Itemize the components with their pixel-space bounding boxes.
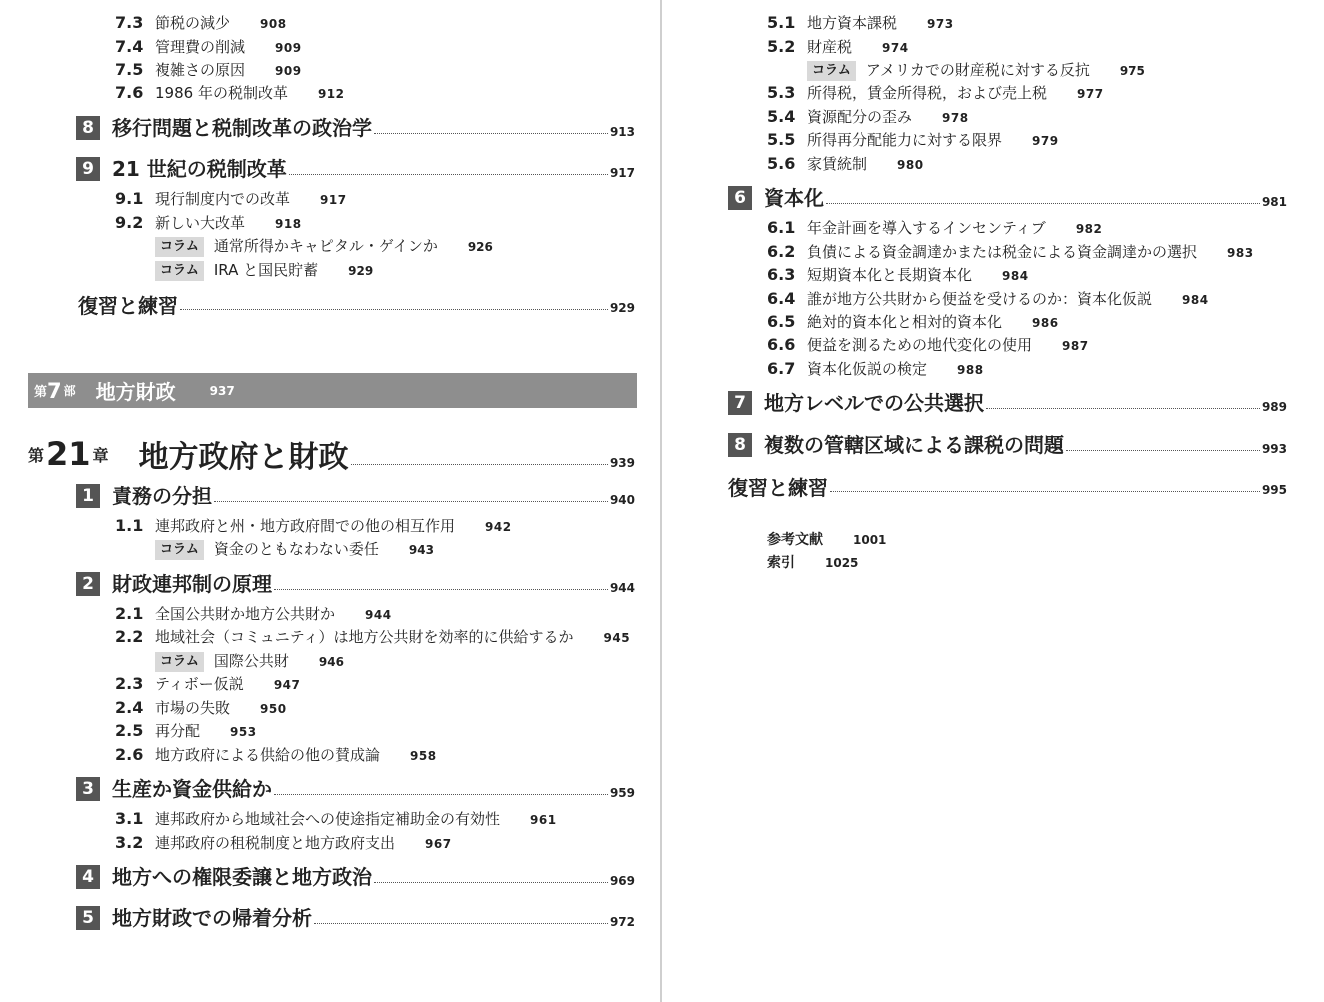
page-number: 982 — [1075, 222, 1103, 236]
subsection-title: 節税の減少 — [155, 14, 231, 32]
subsection-number: 7.3 — [115, 13, 144, 32]
page-number: 926 — [467, 240, 493, 254]
subsection-number: 7.6 — [115, 83, 144, 102]
subsection-number: 6.7 — [767, 359, 796, 378]
section-title: 資本化 — [764, 186, 824, 210]
page-number: 973 — [927, 17, 954, 31]
subsection-title: 負債による資金調達かまたは税金による資金調達かの選択 — [807, 243, 1198, 261]
toc-section[interactable] — [76, 113, 635, 143]
toc-section[interactable] — [728, 430, 1287, 460]
column-badge: コラム — [807, 61, 856, 81]
page-number: 967 — [425, 837, 452, 851]
toc-section[interactable] — [728, 183, 1287, 213]
chapter-prefix: 第 — [28, 445, 45, 465]
subsection-title: 再分配 — [155, 722, 201, 740]
page-number: 995 — [1261, 483, 1287, 497]
toc-section[interactable] — [76, 903, 635, 933]
page-number: 987 — [1062, 339, 1089, 353]
subsection-number: 9.1 — [115, 189, 144, 208]
page-number: 909 — [275, 64, 302, 78]
toc-column[interactable] — [155, 538, 434, 560]
subsection-number: 6.5 — [767, 312, 796, 331]
subsection-title: 1986 年の税制改革 — [155, 84, 288, 102]
page-number: 978 — [942, 111, 969, 125]
subsection-title: 複雑さの原因 — [155, 61, 246, 79]
subsection-number: 6.3 — [767, 265, 796, 284]
subsection-title: 連邦政府の租税制度と地方政府支出 — [155, 834, 396, 852]
chapter-header[interactable] — [28, 432, 635, 476]
page-number: 993 — [1261, 442, 1287, 456]
subsection-number: 2.5 — [115, 721, 144, 740]
column-badge: コラム — [155, 540, 204, 560]
column-title: 国際公共財 — [213, 652, 289, 670]
part-number: 7 — [47, 378, 62, 403]
toc-section[interactable] — [728, 388, 1287, 418]
page-number: 974 — [882, 41, 909, 55]
toc-column[interactable] — [807, 59, 1145, 81]
subsection-number: 2.4 — [115, 698, 144, 717]
page-number: 912 — [317, 87, 345, 101]
page-number: 947 — [273, 678, 301, 692]
column-badge: コラム — [155, 261, 204, 281]
subsection-number: 6.4 — [767, 289, 796, 308]
subsection-number: 7.5 — [115, 60, 144, 79]
section-title: 複数の管轄区域による課税の問題 — [764, 433, 1064, 457]
subsection-title: 財産税 — [807, 38, 853, 56]
section-number-box: 3 — [76, 777, 100, 801]
page-number: 977 — [1077, 87, 1104, 101]
page-number: 984 — [1002, 269, 1029, 283]
toc-review[interactable] — [78, 289, 635, 319]
subsection-number: 2.2 — [115, 627, 144, 646]
part-title: 地方財政 — [95, 380, 176, 404]
section-title: 地方財政での帰着分析 — [112, 906, 312, 930]
section-number-box: 1 — [76, 484, 100, 508]
page-number: 918 — [275, 217, 302, 231]
page-number: 984 — [1182, 293, 1209, 307]
dot-leader — [180, 309, 608, 310]
subsection-number: 6.1 — [767, 218, 796, 237]
chapter-number: 21 — [46, 435, 91, 473]
back-matter-title: 索引 — [767, 555, 795, 571]
page-number: 946 — [318, 655, 344, 669]
review-title: 復習と練習 — [728, 475, 828, 500]
page-number: 908 — [260, 17, 287, 31]
page-number: 1025 — [825, 556, 859, 570]
dot-leader — [374, 133, 608, 134]
subsection-number: 9.2 — [115, 213, 144, 232]
toc-section[interactable] — [76, 481, 635, 511]
subsection-title: 所得再分配能力に対する限界 — [807, 131, 1003, 149]
page-number: 943 — [408, 543, 434, 557]
page-number: 917 — [609, 166, 635, 180]
page-number: 917 — [320, 193, 347, 207]
part-suffix: 部 — [63, 384, 76, 398]
page-number: 940 — [609, 493, 635, 507]
section-title: 21 世紀の税制改革 — [112, 157, 287, 181]
part-header[interactable] — [28, 373, 637, 408]
page-number: 979 — [1032, 134, 1059, 148]
page-number: 950 — [260, 702, 287, 716]
subsection-number: 6.6 — [767, 335, 796, 354]
section-number-box: 6 — [728, 186, 752, 210]
dot-leader — [826, 203, 1260, 204]
page-number: 961 — [530, 813, 557, 827]
subsection-title: 所得税，賃金所得税，および売上税 — [807, 84, 1048, 102]
page-number: 975 — [1119, 64, 1145, 78]
toc-review[interactable] — [728, 471, 1287, 501]
subsection-title: 年金計画を導入するインセンティブ — [807, 219, 1046, 237]
page-number: 913 — [609, 125, 635, 139]
toc-column[interactable] — [155, 259, 373, 281]
page-number: 937 — [209, 383, 235, 398]
back-matter-title: 参考文献 — [767, 532, 823, 548]
page-number: 980 — [897, 158, 924, 172]
page-number: 989 — [1261, 400, 1287, 414]
dot-leader — [351, 464, 608, 465]
page-number: 969 — [609, 874, 635, 888]
subsection-number: 2.1 — [115, 604, 144, 623]
subsection-number: 7.4 — [115, 37, 144, 56]
toc-section[interactable] — [76, 569, 635, 599]
subsection-number: 5.3 — [767, 83, 796, 102]
toc-section[interactable] — [76, 862, 635, 892]
subsection-number: 5.6 — [767, 154, 796, 173]
subsection-number: 5.1 — [767, 13, 796, 32]
page-number: 945 — [603, 631, 631, 645]
dot-leader — [374, 882, 608, 883]
dot-leader — [289, 174, 608, 175]
dot-leader — [986, 408, 1260, 409]
subsection-title: 便益を測るための地代変化の使用 — [807, 336, 1033, 354]
subsection-title: 資本化仮説の検定 — [807, 360, 928, 378]
toc-column[interactable] — [155, 650, 344, 672]
chapter-suffix: 章 — [92, 445, 109, 465]
dot-leader — [314, 923, 608, 924]
section-number-box: 8 — [76, 116, 100, 140]
dot-leader — [274, 794, 608, 795]
page-number: 988 — [957, 363, 984, 377]
page-number: 959 — [609, 786, 635, 800]
section-title: 生産か資金供給か — [112, 777, 272, 801]
page-number: 942 — [485, 520, 512, 534]
subsection-title: 短期資本化と長期資本化 — [807, 266, 973, 284]
section-title: 地方への権限委譲と地方政治 — [112, 865, 372, 889]
page-number: 958 — [410, 749, 437, 763]
subsection-title: 地方政府による供給の他の賛成論 — [155, 746, 381, 764]
page-number: 944 — [609, 581, 635, 595]
subsection-title: 誰が地方公共財から便益を受けるのか：資本化仮説 — [807, 290, 1153, 308]
dot-leader — [214, 501, 608, 502]
subsection-title: ティボー仮説 — [155, 675, 244, 693]
dot-leader — [1066, 450, 1260, 451]
page-number: 983 — [1227, 246, 1254, 260]
subsection-title: 絶対的資本化と相対的資本化 — [807, 313, 1003, 331]
subsection-number: 3.2 — [115, 833, 144, 852]
column-title: IRA と国民貯蓄 — [213, 261, 319, 279]
toc-column[interactable] — [155, 235, 493, 257]
review-title: 復習と練習 — [78, 293, 178, 318]
toc-back-matter[interactable] — [767, 552, 858, 574]
column-title: 通常所得かキャピタル・ゲインか — [213, 237, 438, 255]
subsection-number: 5.4 — [767, 107, 796, 126]
page-number: 909 — [275, 41, 302, 55]
column-badge: コラム — [155, 652, 204, 672]
subsection-title: 全国公共財か地方公共財か — [155, 605, 336, 623]
section-number-box: 7 — [728, 391, 752, 415]
toc-back-matter[interactable] — [767, 529, 886, 551]
subsection-title: 地域社会（コミュニティ）は地方公共財を効率的に供給するか — [155, 628, 574, 646]
section-number-box: 2 — [76, 572, 100, 596]
page-number: 986 — [1032, 316, 1059, 330]
page-number: 1001 — [853, 533, 887, 547]
subsection-number: 3.1 — [115, 809, 144, 828]
toc-section[interactable] — [76, 154, 635, 184]
subsection-title: 新しい大改革 — [155, 214, 246, 232]
subsection-number: 1.1 — [115, 516, 144, 535]
section-number-box: 8 — [728, 433, 752, 457]
subsection-title: 資源配分の歪み — [807, 108, 913, 126]
page-number: 929 — [348, 264, 374, 278]
page-number: 972 — [609, 915, 635, 929]
column-title: 資金のともなわない委任 — [213, 540, 379, 558]
subsection-number: 6.2 — [767, 242, 796, 261]
page-number: 929 — [609, 301, 635, 315]
subsection-number: 5.5 — [767, 130, 796, 149]
subsection-number: 2.6 — [115, 745, 144, 764]
section-title: 地方レベルでの公共選択 — [764, 391, 984, 415]
subsection-title: 家賃統制 — [807, 155, 868, 173]
chapter-title: 地方政府と財政 — [138, 440, 349, 475]
part-prefix: 第 — [34, 385, 48, 400]
section-title: 責務の分担 — [112, 484, 212, 508]
subsection-title: 連邦政府と州・地方政府間での他の相互作用 — [155, 517, 456, 535]
toc-section[interactable] — [76, 774, 635, 804]
page-number: 981 — [1261, 195, 1287, 209]
subsection-title: 管理費の削減 — [155, 38, 246, 56]
section-number-box: 5 — [76, 906, 100, 930]
dot-leader — [830, 491, 1260, 492]
subsection-title: 現行制度内での改革 — [155, 190, 291, 208]
right-page — [662, 0, 1324, 1002]
section-number-box: 4 — [76, 865, 100, 889]
section-title: 移行問題と税制改革の政治学 — [112, 116, 372, 140]
page-number: 944 — [365, 608, 392, 622]
subsection-title: 市場の失敗 — [155, 699, 231, 717]
dot-leader — [274, 589, 608, 590]
column-title: アメリカでの財産税に対する反抗 — [865, 61, 1090, 79]
page-number: 939 — [609, 456, 635, 470]
page-number: 953 — [230, 725, 257, 739]
subsection-title: 連邦政府から地域社会への使途指定補助金の有効性 — [155, 810, 501, 828]
subsection-title: 地方資本課税 — [807, 14, 898, 32]
subsection-number: 2.3 — [115, 674, 144, 693]
section-title: 財政連邦制の原理 — [112, 572, 272, 596]
column-badge: コラム — [155, 237, 204, 257]
subsection-number: 5.2 — [767, 37, 796, 56]
section-number-box: 9 — [76, 157, 100, 181]
